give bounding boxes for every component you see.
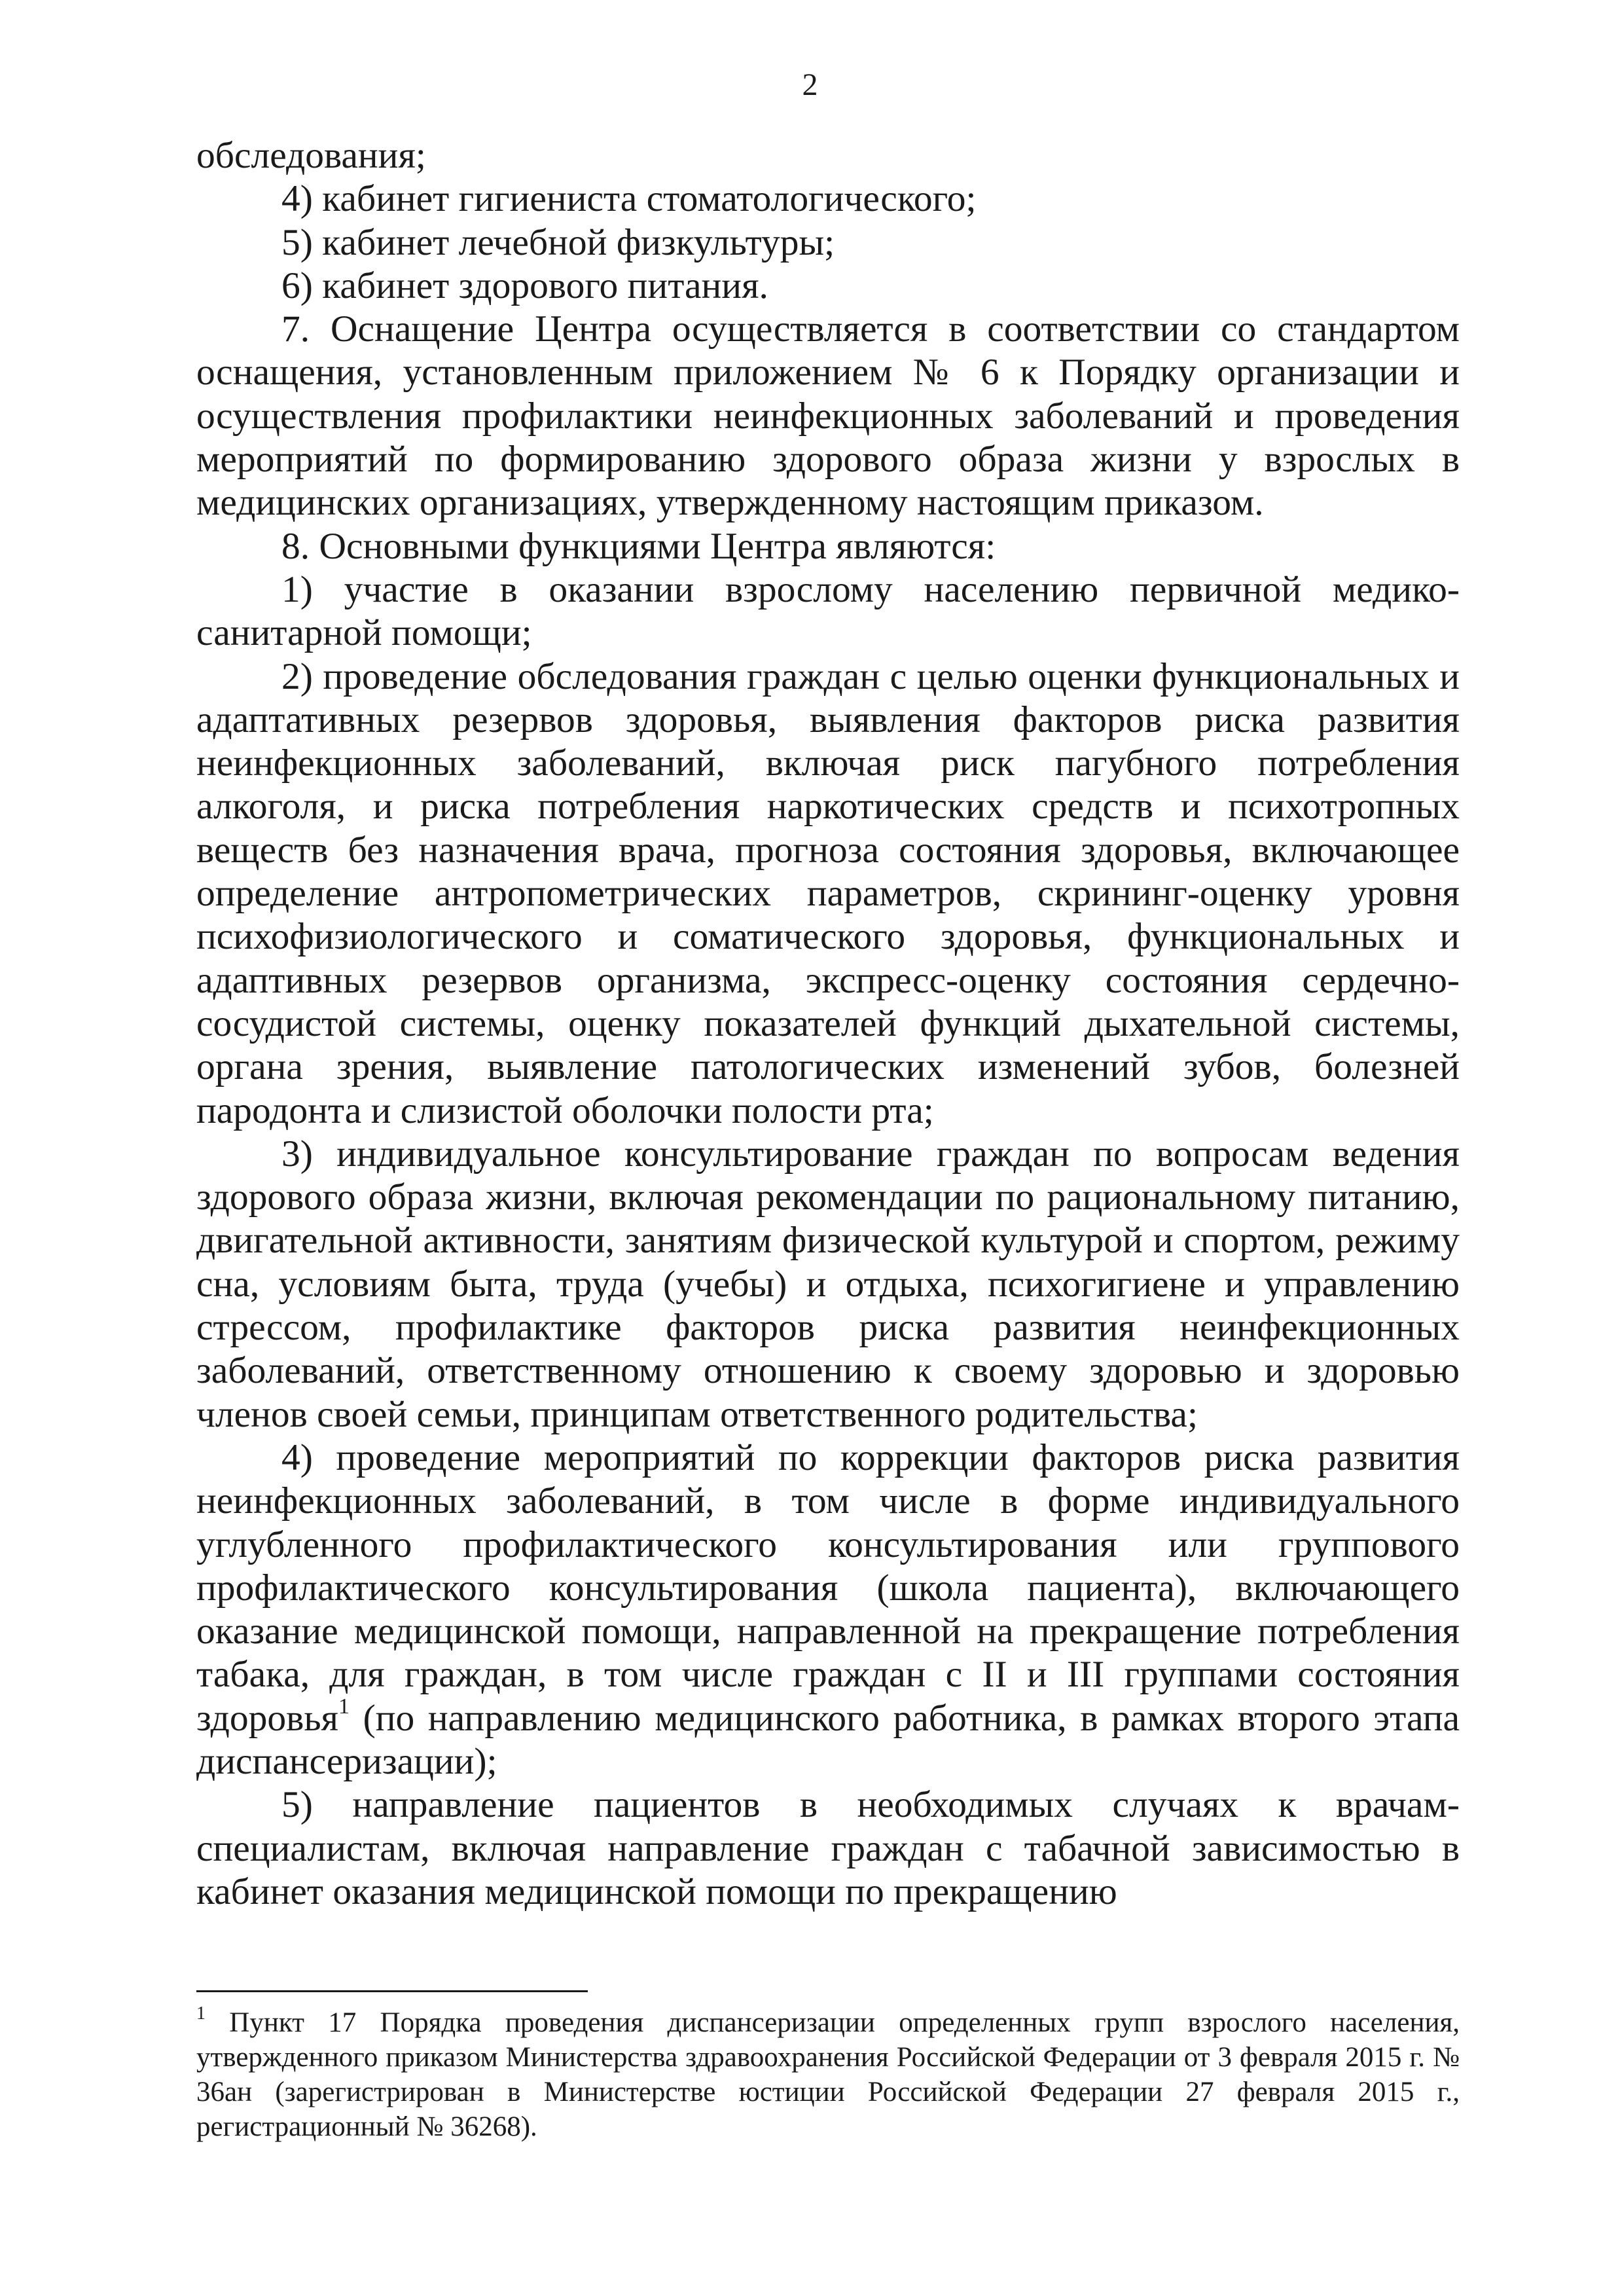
page-number: 2 [802,67,818,102]
footnote-marker: 1 [196,2003,206,2024]
list-item-4: 4) кабинет гигиениста стоматологического; [281,178,977,220]
paragraph-continuation: обследования; [196,135,426,176]
footnote [196,2005,1460,2144]
footnote-text: Пункт 17 Порядка проведения диспансеризации определенных групп взрослого населения, утвержденного приказом Министерства здравоохранения Российской Федерации от 3 февраля 2015 г. № 36ан (зарегистрирован в Министерстве юстиции Российской Федерации 27 февраля 2015 г., регистрационный № 36268). [196,2007,1460,2142]
list-item-5: 5) кабинет лечебной физкультуры; [281,221,835,263]
footnote-reference[interactable]: 1 [338,1694,350,1719]
function-item-4-continuation: (по направлению медицинского работника, в рамках второго этапа диспансеризации); [196,1697,1460,1782]
document-body [196,134,1460,1914]
function-item-3: 3) индивидуальное консультирование граждан по вопросам ведения здорового образа жизни, включая рекомендации по рациональному питанию, двигательной активности, занятиям физической культурой и спортом, режиму сна, условиям быта, труда (учебы) и отдыха, психогигиене и управлению стрессом, профилактике факторов риска развития неинфекционных заболеваний, ответственному отношению к своему здоровью и здоровью членов своей семьи, принципам ответственного родительства; [196,1133,1460,1435]
function-item-1: 1) участие в оказании взрослому населению первичной медико-санитарной помощи; [196,568,1460,654]
function-item-4-text: 4) проведение мероприятий по коррекции факторов риска развития неинфекционных заболеваний, в том числе в форме индивидуального углубленного профилактического консультирования или группового профилактического консультирования (школа пациента), включающего оказание медицинской помощи, направленной на прекращение потребления табака, для граждан, в том числе граждан с II и III группами состояния здоровья [196,1436,1460,1739]
clause-7: 7. Оснащение Центра осуществляется в соответствии со стандартом оснащения, установленным приложением № 6 к Порядку организации и осуществления профилактики неинфекционных заболеваний и проведения мероприятий по формированию здорового образа жизни у взрослых в медицинских организациях, утвержденному настоящим приказом. [196,308,1460,524]
function-item-2: 2) проведение обследования граждан с целью оценки функциональных и адаптативных резервов здоровья, выявления факторов риска развития неинфекционных заболеваний, включая риск пагубного потребления алкоголя, и риска потребления наркотических средств и психотропных веществ без назначения врача, прогноза состояния здоровья, включающее определение антропометрических параметров, скрининг-оценку уровня психофизиологического и соматического здоровья, функциональных и адаптивных резервов организма, экспресс-оценку состояния сердечно-сосудистой системы, оценку показателей функций дыхательной системы, органа зрения, выявление патологических изменений зубов, болезней пародонта и слизистой оболочки полости рта; [196,655,1460,1131]
function-item-4 [196,1436,1460,1783]
footnote-divider [196,1990,588,1992]
list-item-6: 6) кабинет здорового питания. [281,264,768,306]
function-item-5: 5) направление пациентов в необходимых случаях к врачам-специалистам, включая направление граждан с табачной зависимостью в кабинет оказания медицинской помощи по прекращению [196,1784,1460,1912]
clause-8: 8. Основными функциями Центра являются: [281,525,996,567]
